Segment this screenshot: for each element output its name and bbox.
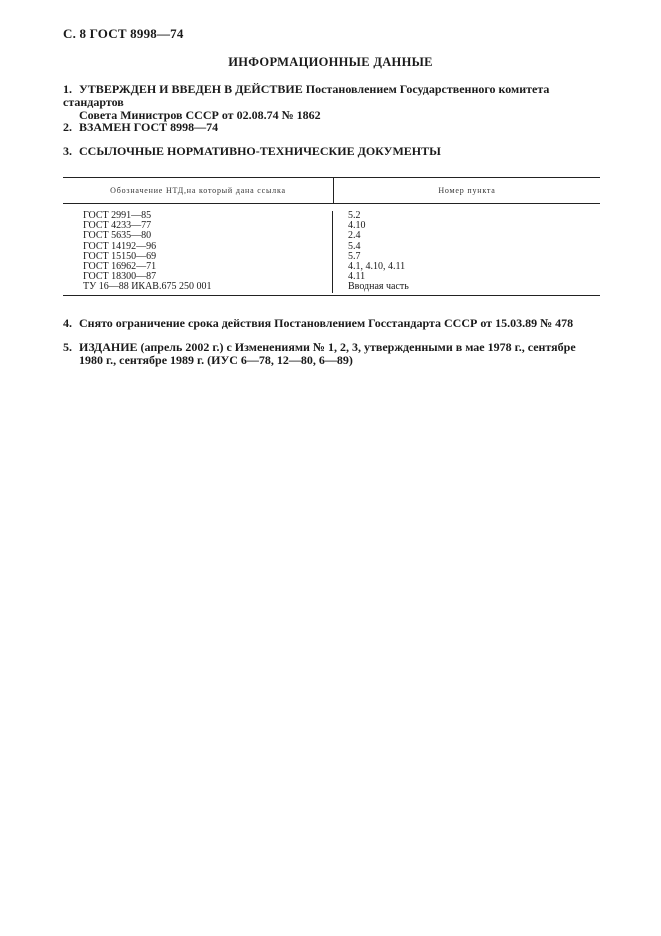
table-cell-clause: Вводная часть bbox=[348, 281, 409, 293]
table-cell-document: ГОСТ 5635—80 bbox=[83, 230, 152, 242]
table-cell-clause: 4.11 bbox=[348, 271, 366, 283]
table-cell-document: ГОСТ 14192—96 bbox=[83, 240, 157, 252]
table-header-row bbox=[63, 178, 600, 204]
table-cell-clause: 5.2 bbox=[348, 210, 361, 221]
table-cell-document: ГОСТ 18300—87 bbox=[83, 271, 157, 283]
table-cell-clause: 5.7 bbox=[348, 250, 361, 262]
table-cell-document: ГОСТ 15150—69 bbox=[83, 250, 157, 262]
table-cell-clause: 4.10 bbox=[348, 220, 366, 232]
item-2-replaces bbox=[63, 121, 603, 134]
reference-documents-table bbox=[63, 177, 600, 296]
item-4-validity bbox=[63, 317, 603, 330]
item-3-references bbox=[63, 145, 603, 158]
item-1-text: Постановлением Государственного комитета стандартов bbox=[63, 82, 550, 109]
table-header-clause: Номер пункта bbox=[438, 186, 496, 195]
table-cell-clause: 4.1, 4.10, 4.11 bbox=[348, 261, 406, 273]
table-column-documents bbox=[63, 211, 333, 293]
item-3-text: ССЫЛОЧНЫЕ НОРМАТИВНО-ТЕХНИЧЕСКИЕ ДОКУМЕНТЫ bbox=[79, 144, 441, 158]
item-2-number: 2. bbox=[63, 120, 72, 134]
item-1-text-continued: Совета Министров СССР от 02.08.74 № 1862 bbox=[79, 108, 321, 122]
item-1-number: 1. bbox=[63, 82, 72, 96]
table-cell-clause: 2.4 bbox=[348, 230, 361, 242]
item-5-number: 5. bbox=[63, 340, 72, 354]
item-2-text: ВЗАМЕН ГОСТ 8998—74 bbox=[79, 120, 219, 134]
item-4-number: 4. bbox=[63, 316, 72, 330]
item-3-number: 3. bbox=[63, 144, 72, 158]
table-cell-document: ГОСТ 16962—71 bbox=[83, 261, 157, 273]
table-column-clauses bbox=[333, 211, 600, 293]
page-header: С. 8 ГОСТ 8998—74 bbox=[63, 26, 184, 41]
item-5-text-continued: 1980 г., сентябре 1989 г. (ИУС 6—78, 12—80, 6—89) bbox=[79, 353, 353, 367]
table-cell-clause: 5.4 bbox=[348, 240, 361, 252]
item-5-edition bbox=[63, 341, 603, 367]
item-1-approval bbox=[63, 83, 603, 122]
table-body bbox=[63, 204, 600, 295]
item-4-text: Снято ограничение срока действия Постановлением Госстандарта СССР от 15.03.89 № 478 bbox=[79, 316, 574, 330]
table-cell-document: ГОСТ 2991—85 bbox=[83, 210, 152, 221]
table-header-document: Обозначение НТД,на который дана ссылка bbox=[63, 178, 334, 203]
item-1-bold-text: УТВЕРЖДЕН И ВВЕДЕН В ДЕЙСТВИЕ bbox=[79, 82, 303, 96]
table-cell-document: ТУ 16—88 ИКАВ.675 250 001 bbox=[83, 281, 212, 293]
document-title: ИНФОРМАЦИОННЫЕ ДАННЫЕ bbox=[228, 55, 433, 69]
table-cell-document: ГОСТ 4233—77 bbox=[83, 220, 152, 232]
item-5-text: ИЗДАНИЕ (апрель 2002 г.) с Изменениями № 1, 2, 3, утвержденными в мае 1978 г., сентябре bbox=[79, 340, 576, 354]
